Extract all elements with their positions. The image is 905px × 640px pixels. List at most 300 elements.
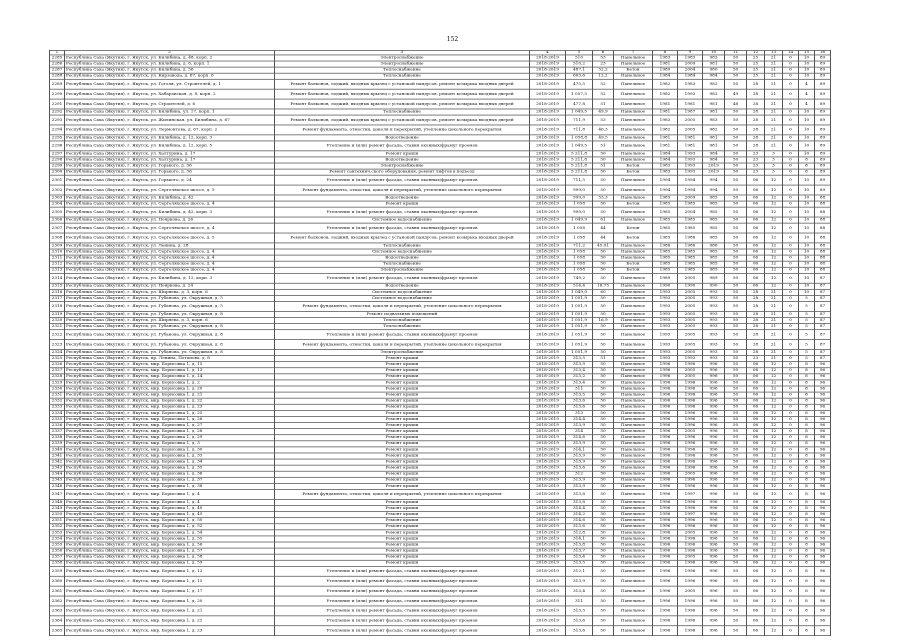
table-cell: 21 xyxy=(765,109,783,115)
table-cell: 0 xyxy=(783,289,799,295)
table-cell: 50 xyxy=(725,324,747,330)
table-cell: 2018-2019 xyxy=(530,423,566,429)
table-cell: 06 xyxy=(747,560,765,566)
table-cell: Ремонт крыши xyxy=(275,416,530,422)
table-cell: 1981 xyxy=(678,99,703,109)
table-cell: 0 xyxy=(783,542,799,548)
table-cell: 89 xyxy=(815,67,831,73)
table-cell: Ремонт крыши xyxy=(275,465,530,471)
table-cell: 1996 xyxy=(678,566,703,576)
table-cell: 2005 xyxy=(678,429,703,435)
table-cell: Панельное xyxy=(614,447,653,453)
table-cell: 1996 xyxy=(678,542,703,548)
table-cell: Республика Саха (Якутия), г. Якутск, ул. Пояркова, д. 24 xyxy=(65,283,275,289)
table-cell: 2009 xyxy=(678,61,703,67)
table-cell: 985 xyxy=(703,223,725,233)
table-cell: 12 xyxy=(765,626,783,636)
table-cell: 0 xyxy=(783,626,799,636)
table-cell: 313,8 xyxy=(566,499,593,505)
table-cell: 1993 xyxy=(678,169,703,175)
table-cell: Утепление и (или) ремонт фасада, ставни оконных/фрамуг проемов xyxy=(275,207,530,217)
table-cell: 50 xyxy=(725,169,747,175)
table-cell: 1996 xyxy=(678,548,703,554)
table-cell: 12 xyxy=(765,392,783,398)
table-cell: 1996 xyxy=(653,616,678,626)
table-cell: 96 xyxy=(815,404,831,410)
table-cell: 0 xyxy=(783,441,799,447)
table-cell: 06 xyxy=(747,483,765,489)
table-cell: 1996 xyxy=(678,626,703,636)
table-cell: 51 xyxy=(593,141,614,151)
table-cell: 28 xyxy=(747,289,765,295)
table-cell: Панельное xyxy=(614,596,653,606)
table-cell: Республика Саха (Якутия), г. Якутск, ул. Пояркова, д. 26 xyxy=(65,217,275,223)
table-cell: 0 xyxy=(783,368,799,374)
table-cell: 06 xyxy=(747,392,765,398)
table-cell: Панельное xyxy=(614,195,653,201)
table-cell: 50 xyxy=(593,512,614,518)
table-cell: 06 xyxy=(747,626,765,636)
table-cell: 5 xyxy=(799,340,815,350)
table-cell: 1997 xyxy=(678,512,703,518)
table-cell: 1996 xyxy=(653,560,678,566)
table-cell: 5 211,8 xyxy=(566,157,593,163)
table-row xyxy=(50,89,831,99)
table-cell: 1996 xyxy=(653,441,678,447)
table-cell: 1996 xyxy=(653,576,678,586)
table-cell: 50 xyxy=(725,586,747,596)
table-cell: 0 xyxy=(783,151,799,157)
table-cell: Республика Саха (Якутия), г. Якутск, мкр. Борисовка 1, д. 58 xyxy=(65,554,275,560)
table-cell: 0 xyxy=(783,295,799,301)
table-cell: 10 xyxy=(799,289,815,295)
table-cell: 87 xyxy=(815,311,831,317)
table-cell: 1994 xyxy=(653,185,678,195)
table-cell: 2018-2019 xyxy=(530,330,566,340)
repair-program-table xyxy=(49,50,831,636)
table-cell: 96 xyxy=(815,453,831,459)
table-cell: 12 xyxy=(765,429,783,435)
table-cell: 23 xyxy=(747,169,765,175)
table-cell: 21 xyxy=(765,61,783,67)
table-cell: 89 xyxy=(815,125,831,135)
table-cell: 1996 xyxy=(678,441,703,447)
table-cell: 1985 xyxy=(653,261,678,267)
table-cell: 12 xyxy=(765,465,783,471)
table-cell: 46,3 xyxy=(593,125,614,135)
table-cell: 0 xyxy=(783,548,799,554)
table-cell: 8 xyxy=(799,368,815,374)
table-cell: 2018-2019 xyxy=(530,135,566,141)
table-cell: 996 xyxy=(703,512,725,518)
table-cell: 711,9 xyxy=(566,115,593,125)
table-cell: 514,4 xyxy=(566,283,593,289)
table-cell: 2005 xyxy=(678,115,703,125)
table-cell: 2310 xyxy=(50,249,65,255)
table-cell: 0 xyxy=(783,404,799,410)
table-cell: 8 xyxy=(799,157,815,163)
table-cell: 8 xyxy=(799,163,815,169)
table-cell: 96 xyxy=(815,386,831,392)
table-cell: 0 xyxy=(783,79,799,89)
table-cell: Республика Саха (Якутия), г. Якутск, ул. Губанова, ул. Окружная, д. 8 xyxy=(65,340,275,350)
table-cell: 313,5 xyxy=(566,392,593,398)
table-cell: 2018-2019 xyxy=(530,471,566,477)
table-cell: 12 xyxy=(765,223,783,233)
table-cell: 2354 xyxy=(50,536,65,542)
table-cell: 2018-2019 xyxy=(530,356,566,362)
table-cell: 8 xyxy=(799,536,815,542)
table-cell: 311 xyxy=(566,596,593,606)
table-cell: 2018-2019 xyxy=(530,261,566,267)
table-cell: 8 xyxy=(799,596,815,606)
table-cell: 50 xyxy=(725,67,747,73)
table-cell: 51 xyxy=(593,163,614,169)
table-cell: 49,5 xyxy=(593,135,614,141)
table-cell: 50 xyxy=(593,386,614,392)
table-cell: Утепление и (или) ремонт фасада, ставни оконных/фрамуг проемов xyxy=(275,606,530,616)
table-cell: 313,9 xyxy=(566,423,593,429)
table-cell: 313,6 xyxy=(566,404,593,410)
column-number-cell: 12 xyxy=(747,50,765,55)
table-cell: 0 xyxy=(783,410,799,416)
table-cell: 50 xyxy=(593,374,614,380)
table-cell: 50 xyxy=(593,471,614,477)
table-row xyxy=(50,576,831,586)
table-cell: 1996 xyxy=(678,483,703,489)
table-cell: 50 xyxy=(725,626,747,636)
table-cell: 1985 xyxy=(678,249,703,255)
table-cell: 2318 xyxy=(50,302,65,312)
table-cell: 10 xyxy=(799,223,815,233)
table-cell: 2018-2019 xyxy=(530,362,566,368)
table-cell: 1985 xyxy=(678,255,703,261)
table-cell: Панельное xyxy=(614,471,653,477)
table-cell: 12 xyxy=(765,616,783,626)
table-cell: 50 xyxy=(725,490,747,500)
table-cell: 50 xyxy=(593,606,614,616)
table-cell: 2365 xyxy=(50,626,65,636)
table-cell: 1996 xyxy=(653,429,678,435)
table-cell: 89 xyxy=(815,163,831,169)
table-cell: Панельное xyxy=(614,175,653,185)
table-cell: 2361 xyxy=(50,586,65,596)
table-cell: 50 xyxy=(725,386,747,392)
table-cell: 06 xyxy=(747,512,765,518)
table-cell: 28 xyxy=(747,340,765,350)
table-cell: 12 xyxy=(765,459,783,465)
table-cell: Теплоснабжение xyxy=(275,324,530,330)
table-cell: 2018-2019 xyxy=(530,404,566,410)
table-cell: Ремонт крыши xyxy=(275,524,530,530)
table-cell: Республика Саха (Якутия), г. Якутск, ул. Губанова, ул. Окружная, д. 5 xyxy=(65,295,275,301)
table-cell: 1 049,0 xyxy=(566,289,593,295)
column-number-cell: 6 xyxy=(593,50,614,55)
table-cell: Республика Саха (Якутия), г. Якутск, ул. Губанова, ул. Окружная, д. 8 xyxy=(65,311,275,317)
table-cell: 50 xyxy=(593,267,614,273)
table-cell: 985 xyxy=(703,249,725,255)
table-cell: Панельное xyxy=(614,243,653,249)
table-cell: 2018-2019 xyxy=(530,477,566,483)
table-cell: Бетон xyxy=(614,267,653,273)
table-cell: 1982 xyxy=(653,89,678,99)
table-cell: 88 xyxy=(815,255,831,261)
table-cell: 50 xyxy=(725,596,747,606)
table-cell: Республика Саха (Якутия), г. Якутск, ул. Билибина, д. 12, корп. 3 xyxy=(65,273,275,283)
table-cell: 0 xyxy=(783,596,799,606)
table-cell: 12 xyxy=(765,490,783,500)
table-cell: 996 xyxy=(703,483,725,489)
table-cell: 0 xyxy=(783,560,799,566)
table-row xyxy=(50,330,831,340)
table-cell: 87 xyxy=(815,302,831,312)
table-cell: 50 xyxy=(593,295,614,301)
table-cell: 96 xyxy=(815,471,831,477)
table-cell: 12 xyxy=(765,217,783,223)
table-cell: 1 051,9 xyxy=(566,330,593,340)
table-cell: Республика Саха (Якутия), г. Якутск, мкр. Борисовка 1, д. 56 xyxy=(65,542,275,548)
table-cell: 2363 xyxy=(50,606,65,616)
table-cell: 1981 xyxy=(653,141,678,151)
table-cell: 1985 xyxy=(678,217,703,223)
table-cell: 50 xyxy=(593,560,614,566)
table-cell: 8 xyxy=(799,447,815,453)
table-cell: Утепление и (или) ремонт фасада, ставни оконных/фрамуг проемов xyxy=(275,626,530,636)
table-cell: 0 xyxy=(783,141,799,151)
table-cell: 2307 xyxy=(50,223,65,233)
table-cell: 2018-2019 xyxy=(530,169,566,175)
table-cell: Водоотведение xyxy=(275,255,530,261)
table-cell: Ремонт крыши xyxy=(275,512,530,518)
table-cell: 996 xyxy=(703,398,725,404)
table-cell: 12,2 xyxy=(593,73,614,79)
table-cell: 0 xyxy=(783,255,799,261)
table-cell: 12 xyxy=(765,586,783,596)
table-cell: 06 xyxy=(747,416,765,422)
table-row xyxy=(50,141,831,151)
table-cell: 313,9 xyxy=(566,576,593,586)
table-cell: 50 xyxy=(593,453,614,459)
table-cell: 312 xyxy=(566,471,593,477)
table-cell: 2019 xyxy=(703,163,725,169)
table-cell: 2322 xyxy=(50,330,65,340)
table-cell: 993 xyxy=(703,311,725,317)
table-cell: Панельное xyxy=(614,410,653,416)
table-cell: 996 xyxy=(703,524,725,530)
table-cell: 1993 xyxy=(653,289,678,295)
table-cell: 1996 xyxy=(678,416,703,422)
table-cell: Системное водоснабжение xyxy=(275,295,530,301)
table-cell: Панельное xyxy=(614,368,653,374)
table-cell: 96 xyxy=(815,477,831,483)
table-cell: 1985 xyxy=(653,217,678,223)
table-cell: 2018-2019 xyxy=(530,447,566,453)
table-cell: 06 xyxy=(747,410,765,416)
table-cell: 21 xyxy=(765,79,783,89)
table-cell: 2018-2019 xyxy=(530,295,566,301)
table-cell: 28 xyxy=(747,311,765,317)
table-row xyxy=(50,490,831,500)
table-cell: Панельное xyxy=(614,512,653,518)
table-cell: 50 xyxy=(593,157,614,163)
table-cell: 06 xyxy=(747,548,765,554)
table-cell: 21 xyxy=(765,318,783,324)
table-cell: Республика Саха (Якутия), г. Якутск, мкр. Борисовка 1, д. 50 xyxy=(65,518,275,524)
table-cell: 313,4 xyxy=(566,380,593,386)
table-cell: 996 xyxy=(703,490,725,500)
table-cell: 1 049,5 xyxy=(566,141,593,151)
table-cell: 2005 xyxy=(678,374,703,380)
table-cell: 28 xyxy=(747,125,765,135)
table-cell: 2334 xyxy=(50,410,65,416)
table-cell: 25 xyxy=(747,55,765,61)
table-cell: 0 xyxy=(783,566,799,576)
table-cell: 0 xyxy=(783,490,799,500)
table-cell: 996 xyxy=(703,530,725,536)
table-cell: 0 xyxy=(783,362,799,368)
table-cell: 06 xyxy=(747,185,765,195)
table-cell: 8 xyxy=(799,530,815,536)
table-cell: 1985 xyxy=(653,267,678,273)
table-cell: 8 xyxy=(799,423,815,429)
table-cell: Водоотведение xyxy=(275,157,530,163)
table-cell: 0 xyxy=(783,524,799,530)
table-cell: 996 xyxy=(703,404,725,410)
table-cell: 2302 xyxy=(50,185,65,195)
table-cell: Республика Саха (Якутия), г. Якутск, мкр. Борисовка 1, д. 36 xyxy=(65,471,275,477)
table-cell: Ремонт крыши xyxy=(275,530,530,536)
table-cell: 4 xyxy=(799,79,815,89)
table-cell: 88 xyxy=(815,267,831,273)
table-cell: 8 xyxy=(799,459,815,465)
table-cell: 06 xyxy=(747,207,765,217)
table-cell: 2018-2019 xyxy=(530,542,566,548)
table-cell: 06 xyxy=(747,453,765,459)
table-cell: 1984 xyxy=(678,73,703,79)
table-cell: Панельное xyxy=(614,283,653,289)
table-cell: 981 xyxy=(703,99,725,109)
table-cell: 0 xyxy=(783,616,799,626)
table-cell: 12 xyxy=(765,596,783,606)
table-cell: 10 xyxy=(799,261,815,267)
table-cell: 53,3 xyxy=(593,195,614,201)
table-cell: 8 xyxy=(799,386,815,392)
table-cell: 314,4 xyxy=(566,505,593,511)
table-cell: Ремонт крыши xyxy=(275,151,530,157)
table-cell: 50 xyxy=(593,499,614,505)
table-cell: 21 xyxy=(765,349,783,355)
table-cell: 96 xyxy=(815,616,831,626)
table-cell: 2018-2019 xyxy=(530,435,566,441)
table-cell: 96 xyxy=(815,586,831,596)
table-cell: Республика Саха (Якутия), г. Якутск, ул. Сергеляхское шоссе, д. 4 xyxy=(65,255,275,261)
table-cell: 87 xyxy=(815,289,831,295)
table-cell: 314 xyxy=(566,429,593,435)
table-cell: 2295 xyxy=(50,135,65,141)
table-cell: 50 xyxy=(725,273,747,283)
table-cell: Теплоснабжение xyxy=(275,67,530,73)
table-cell: 50 xyxy=(593,302,614,312)
table-cell: 50 xyxy=(725,73,747,79)
column-number-cell: 10 xyxy=(703,50,725,55)
table-cell: 985 xyxy=(703,261,725,267)
table-cell: 50 xyxy=(725,616,747,626)
table-cell: 996 xyxy=(703,380,725,386)
table-cell: 1 051,9 xyxy=(566,324,593,330)
table-cell: 50 xyxy=(725,566,747,576)
table-cell: Панельное xyxy=(614,560,653,566)
table-cell: 50 xyxy=(725,483,747,489)
table-cell: 96 xyxy=(815,499,831,505)
table-cell: 2358 xyxy=(50,560,65,566)
table-cell: 981 xyxy=(703,135,725,141)
table-cell: 2300 xyxy=(50,169,65,175)
table-cell: Ремонт крыши xyxy=(275,447,530,453)
table-cell: 982 xyxy=(703,89,725,99)
table-row xyxy=(50,185,831,195)
table-cell: Панельное xyxy=(614,374,653,380)
table-cell: 50 xyxy=(593,536,614,542)
table-row xyxy=(50,223,831,233)
table-cell: 2018-2019 xyxy=(530,512,566,518)
table-cell: 993 xyxy=(703,330,725,340)
table-cell: 2360 xyxy=(50,576,65,586)
table-cell: 2018-2019 xyxy=(530,324,566,330)
table-cell: Панельное xyxy=(614,536,653,542)
table-cell: 993 xyxy=(703,318,725,324)
table-cell: 8 xyxy=(799,554,815,560)
table-cell: 2018-2019 xyxy=(530,416,566,422)
table-cell: 06 xyxy=(747,201,765,207)
table-cell: 2018-2019 xyxy=(530,283,566,289)
table-cell: 2314 xyxy=(50,273,65,283)
table-cell: 50 xyxy=(725,536,747,542)
table-cell: Республика Саха (Якутия), г. Якутск, ул. Сергеляхское шоссе, д. 4 xyxy=(65,267,275,273)
table-cell: 8 xyxy=(799,169,815,175)
table-cell: 16,9 xyxy=(593,318,614,324)
table-cell: 50 xyxy=(593,423,614,429)
table-cell: Бетон xyxy=(614,67,653,73)
table-cell: 0 xyxy=(783,243,799,249)
table-cell: 2005 xyxy=(678,554,703,560)
table-cell: 89 xyxy=(815,79,831,89)
table-cell: Ремонт балконов, лоджий, входных крылец с устанокой пандусов, ремонт козырька входных дверей xyxy=(275,115,530,125)
table-cell: 2005 xyxy=(678,586,703,596)
table-cell: Республика Саха (Якутия), г. Якутск, пр. Ленина, Потапова, д. 6 xyxy=(65,356,275,362)
table-cell: 2324 xyxy=(50,349,65,355)
table-cell: 50 xyxy=(725,356,747,362)
table-cell: 21 xyxy=(765,73,783,79)
table-cell: 96 xyxy=(815,435,831,441)
table-cell: 10 xyxy=(799,67,815,73)
table-cell: 313,6 xyxy=(566,398,593,404)
table-cell: 50 xyxy=(725,151,747,157)
table-cell: 2344 xyxy=(50,471,65,477)
table-row xyxy=(50,616,831,626)
table-cell: 2018-2019 xyxy=(530,115,566,125)
table-cell: 44 xyxy=(593,233,614,243)
table-cell: 1996 xyxy=(678,505,703,511)
table-body xyxy=(50,50,831,635)
table-cell: 1996 xyxy=(653,490,678,500)
table-cell: 10 xyxy=(799,151,815,157)
table-cell: 5 xyxy=(799,318,815,324)
table-cell: 50 xyxy=(725,283,747,289)
table-cell: 313,5 xyxy=(566,356,593,362)
table-cell: 12 xyxy=(765,374,783,380)
table-cell: Республика Саха (Якутия), г. Якутск, мкр. Борисовка 1, д. 21 xyxy=(65,606,275,616)
table-cell: Республика Саха (Якутия), г. Якутск, мкр. Борисовка 1, д. 28 xyxy=(65,429,275,435)
